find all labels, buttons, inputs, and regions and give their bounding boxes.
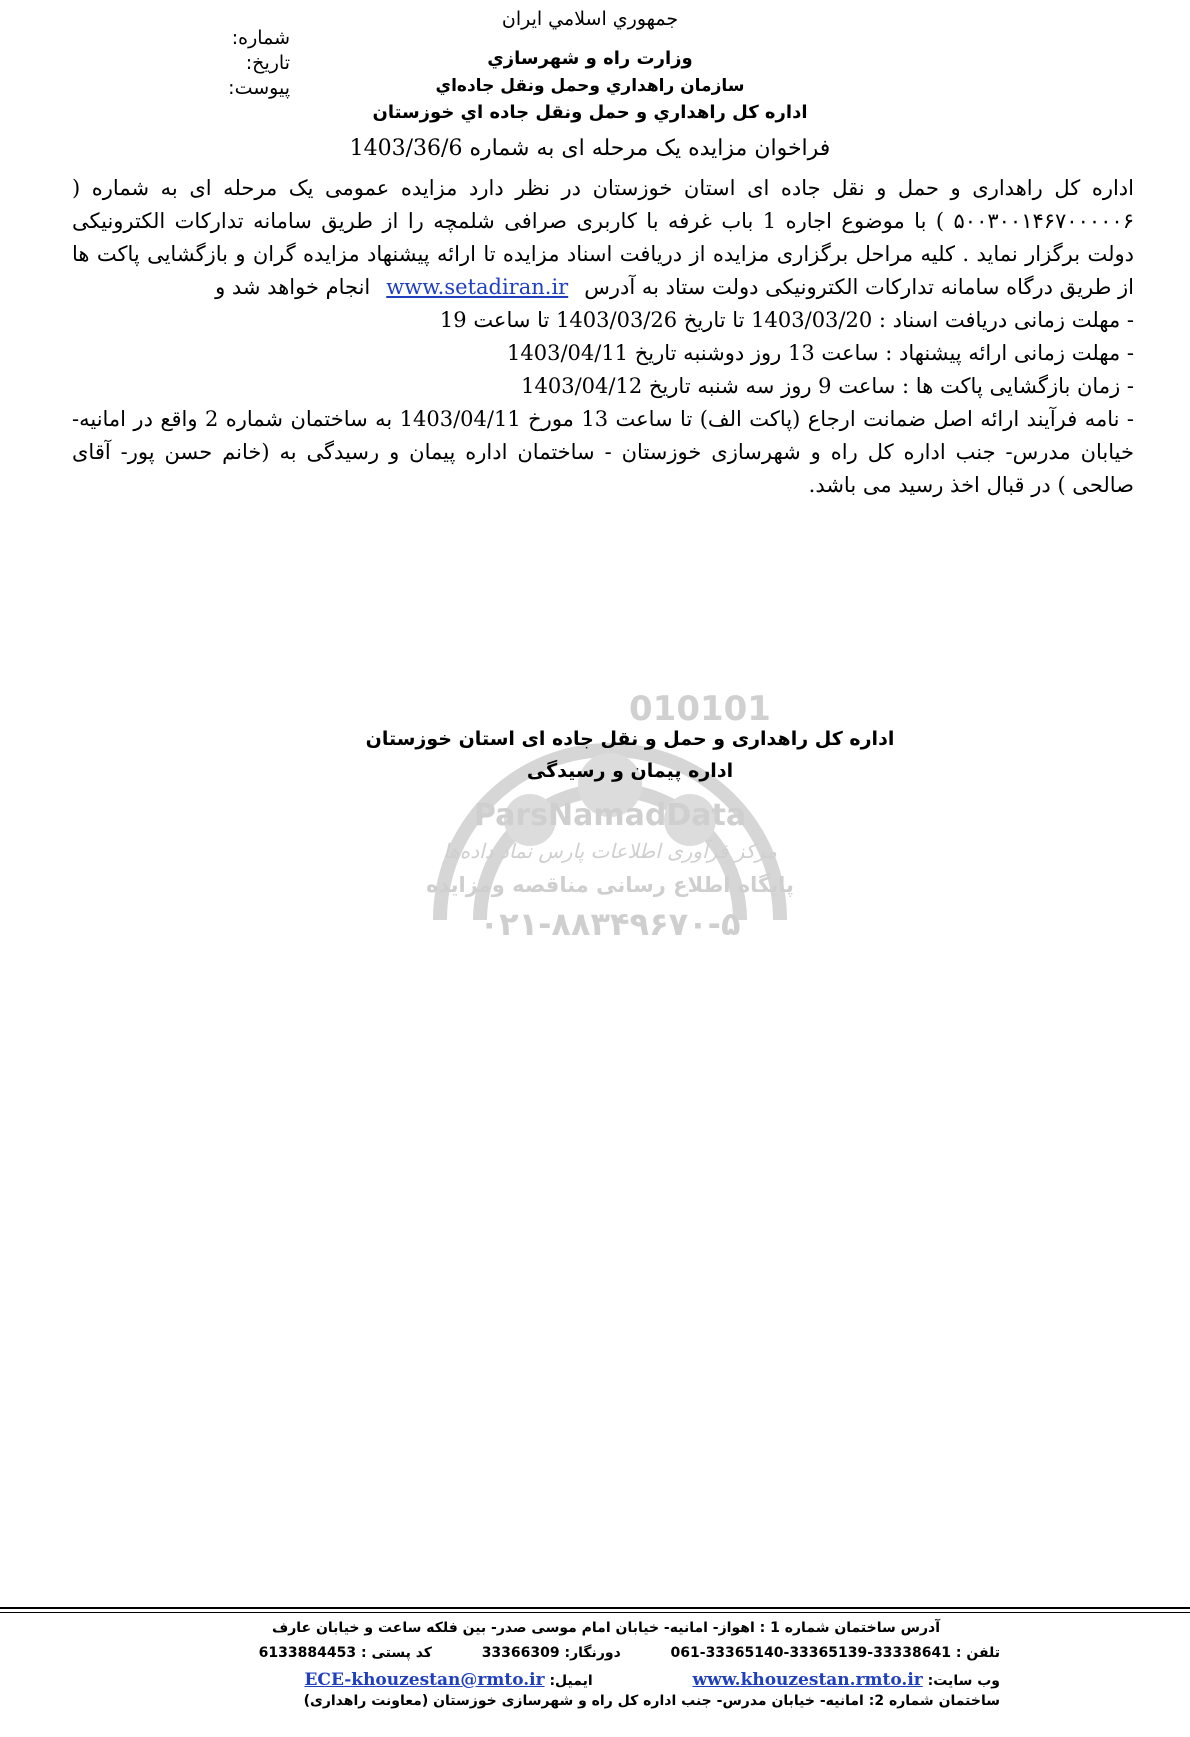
deadline-proposal: - مهلت زمانی ارائه پیشنهاد : ساعت 13 روز دوشنبه تاریخ 1403/04/11: [507, 341, 1134, 365]
header-organization: سازمان راهداري وحمل ونقل جاده‌اي: [435, 76, 745, 96]
signature-department: اداره کل راهداری و حمل و نقل جاده ای استان خوزستان: [365, 728, 895, 750]
header-ministry: وزارت راه و شهرسازي: [487, 48, 693, 69]
phone-value: 33338641-33365139-33365140-061: [670, 1645, 951, 1661]
footer-rule: [0, 1607, 1190, 1609]
watermark-digits: 010101: [629, 690, 771, 729]
signature-office: اداره پیمان و رسیدگی: [526, 760, 734, 782]
intro-paragraph: [72, 172, 1134, 304]
footer-website-link[interactable]: www.khouzestan.rmto.ir: [692, 1670, 923, 1690]
footer-address2: ساختمان شماره 2: امانیه- خیابان مدرس- جنب اداره کل راه و شهرسازی خوزستان (معاونت راهداری): [303, 1693, 1000, 1709]
website-label: وب سایت:: [927, 1673, 1000, 1689]
parsnamad-watermark: [400, 690, 820, 1100]
document-title: فراخوان مزایده یک مرحله ای به شماره 1403/36/6: [349, 136, 831, 161]
header-country: جمهوري اسلامي ايران: [501, 8, 679, 30]
postal-value: 6133884453: [258, 1645, 357, 1661]
postal-label: کد پستی :: [360, 1645, 432, 1661]
fax-label: دورنگار:: [564, 1645, 621, 1661]
footer-contacts: [190, 1645, 1000, 1661]
footer-address1: آدرس ساختمان شماره 1 : اهواز- امانیه- خیابان امام موسی صدر- بین فلکه ساعت و خیابان عارف: [271, 1620, 940, 1636]
meta-block: [150, 26, 290, 101]
meta-attachment: پيوست:: [228, 77, 290, 99]
opening-time: - زمان بازگشایی پاکت ها : ساعت 9 روز سه شنبه تاریخ 1403/04/12: [521, 374, 1134, 398]
document-body: [72, 172, 1134, 502]
intro-text-end: انجام خواهد شد و: [215, 275, 371, 299]
deadline-documents: - مهلت زمانی دریافت اسناد : 1403/03/20 تا تاریخ 1403/03/26 تا ساعت 19: [439, 308, 1134, 332]
fax-value: 33366309: [481, 1645, 560, 1661]
watermark-brand: ParsNamadData: [473, 798, 747, 833]
footer-email-link[interactable]: ECE-khouzestan@rmto.ir: [304, 1670, 545, 1690]
header-department: اداره كل راهداري و حمل ونقل جاده اي خوزستان: [372, 102, 808, 123]
watermark-phone: ۰۲۱-۸۸۳۴۹۶۷۰-۵: [479, 905, 741, 943]
setadiran-link[interactable]: www.setadiran.ir: [386, 275, 569, 299]
footer-rule-thin: [0, 1612, 1190, 1613]
footer-web: [190, 1670, 1000, 1690]
phone-label: تلفن :: [955, 1645, 1000, 1661]
watermark-line1: مرکز فرآوری اطلاعات پارس نماد داده‌ها: [443, 839, 777, 863]
intro-text: اداره کل راهداری و حمل و نقل جاده ای استان خوزستان در نظر دارد مزایده عمومی یک مرحله ای به شماره ( ۵۰۰۳۰۰۱۴۶۷۰۰۰۰۰۶ ) با موضوع اجاره 1 باب غرفه با کاربری صرافی شلمچه را از طریق سامانه تدارکات الکترونیکی دولت برگزار نماید . کلیه مراحل برگزاری مزایده از دریافت اسناد مزایده تا ارائه پیشنهاد مزایده گران و بازگشایی پاکت ها از طریق درگاه سامانه تدارکات الکترونیکی دولت ستاد به آدرس: [72, 176, 1134, 299]
guarantee-letter: - نامه فرآیند ارائه اصل ضمانت ارجاع (پاکت الف) تا ساعت 13 مورخ 1403/04/11 به ساختمان شماره 2 واقع در امانیه- خیابان مدرس- جنب اداره کل راه و شهرسازی خوزستان - ساختمان اداره پیمان و رسیدگی به (خانم حسن پور- آقای صالحی ) در قبال اخذ رسید می باشد.: [72, 407, 1134, 497]
watermark-line2: پایگاه اطلاع رسانی مناقصه ومزایده: [426, 873, 794, 897]
meta-number: شماره:: [231, 27, 290, 49]
meta-date: تاريخ:: [245, 52, 290, 74]
email-label: ایمیل:: [549, 1673, 593, 1689]
